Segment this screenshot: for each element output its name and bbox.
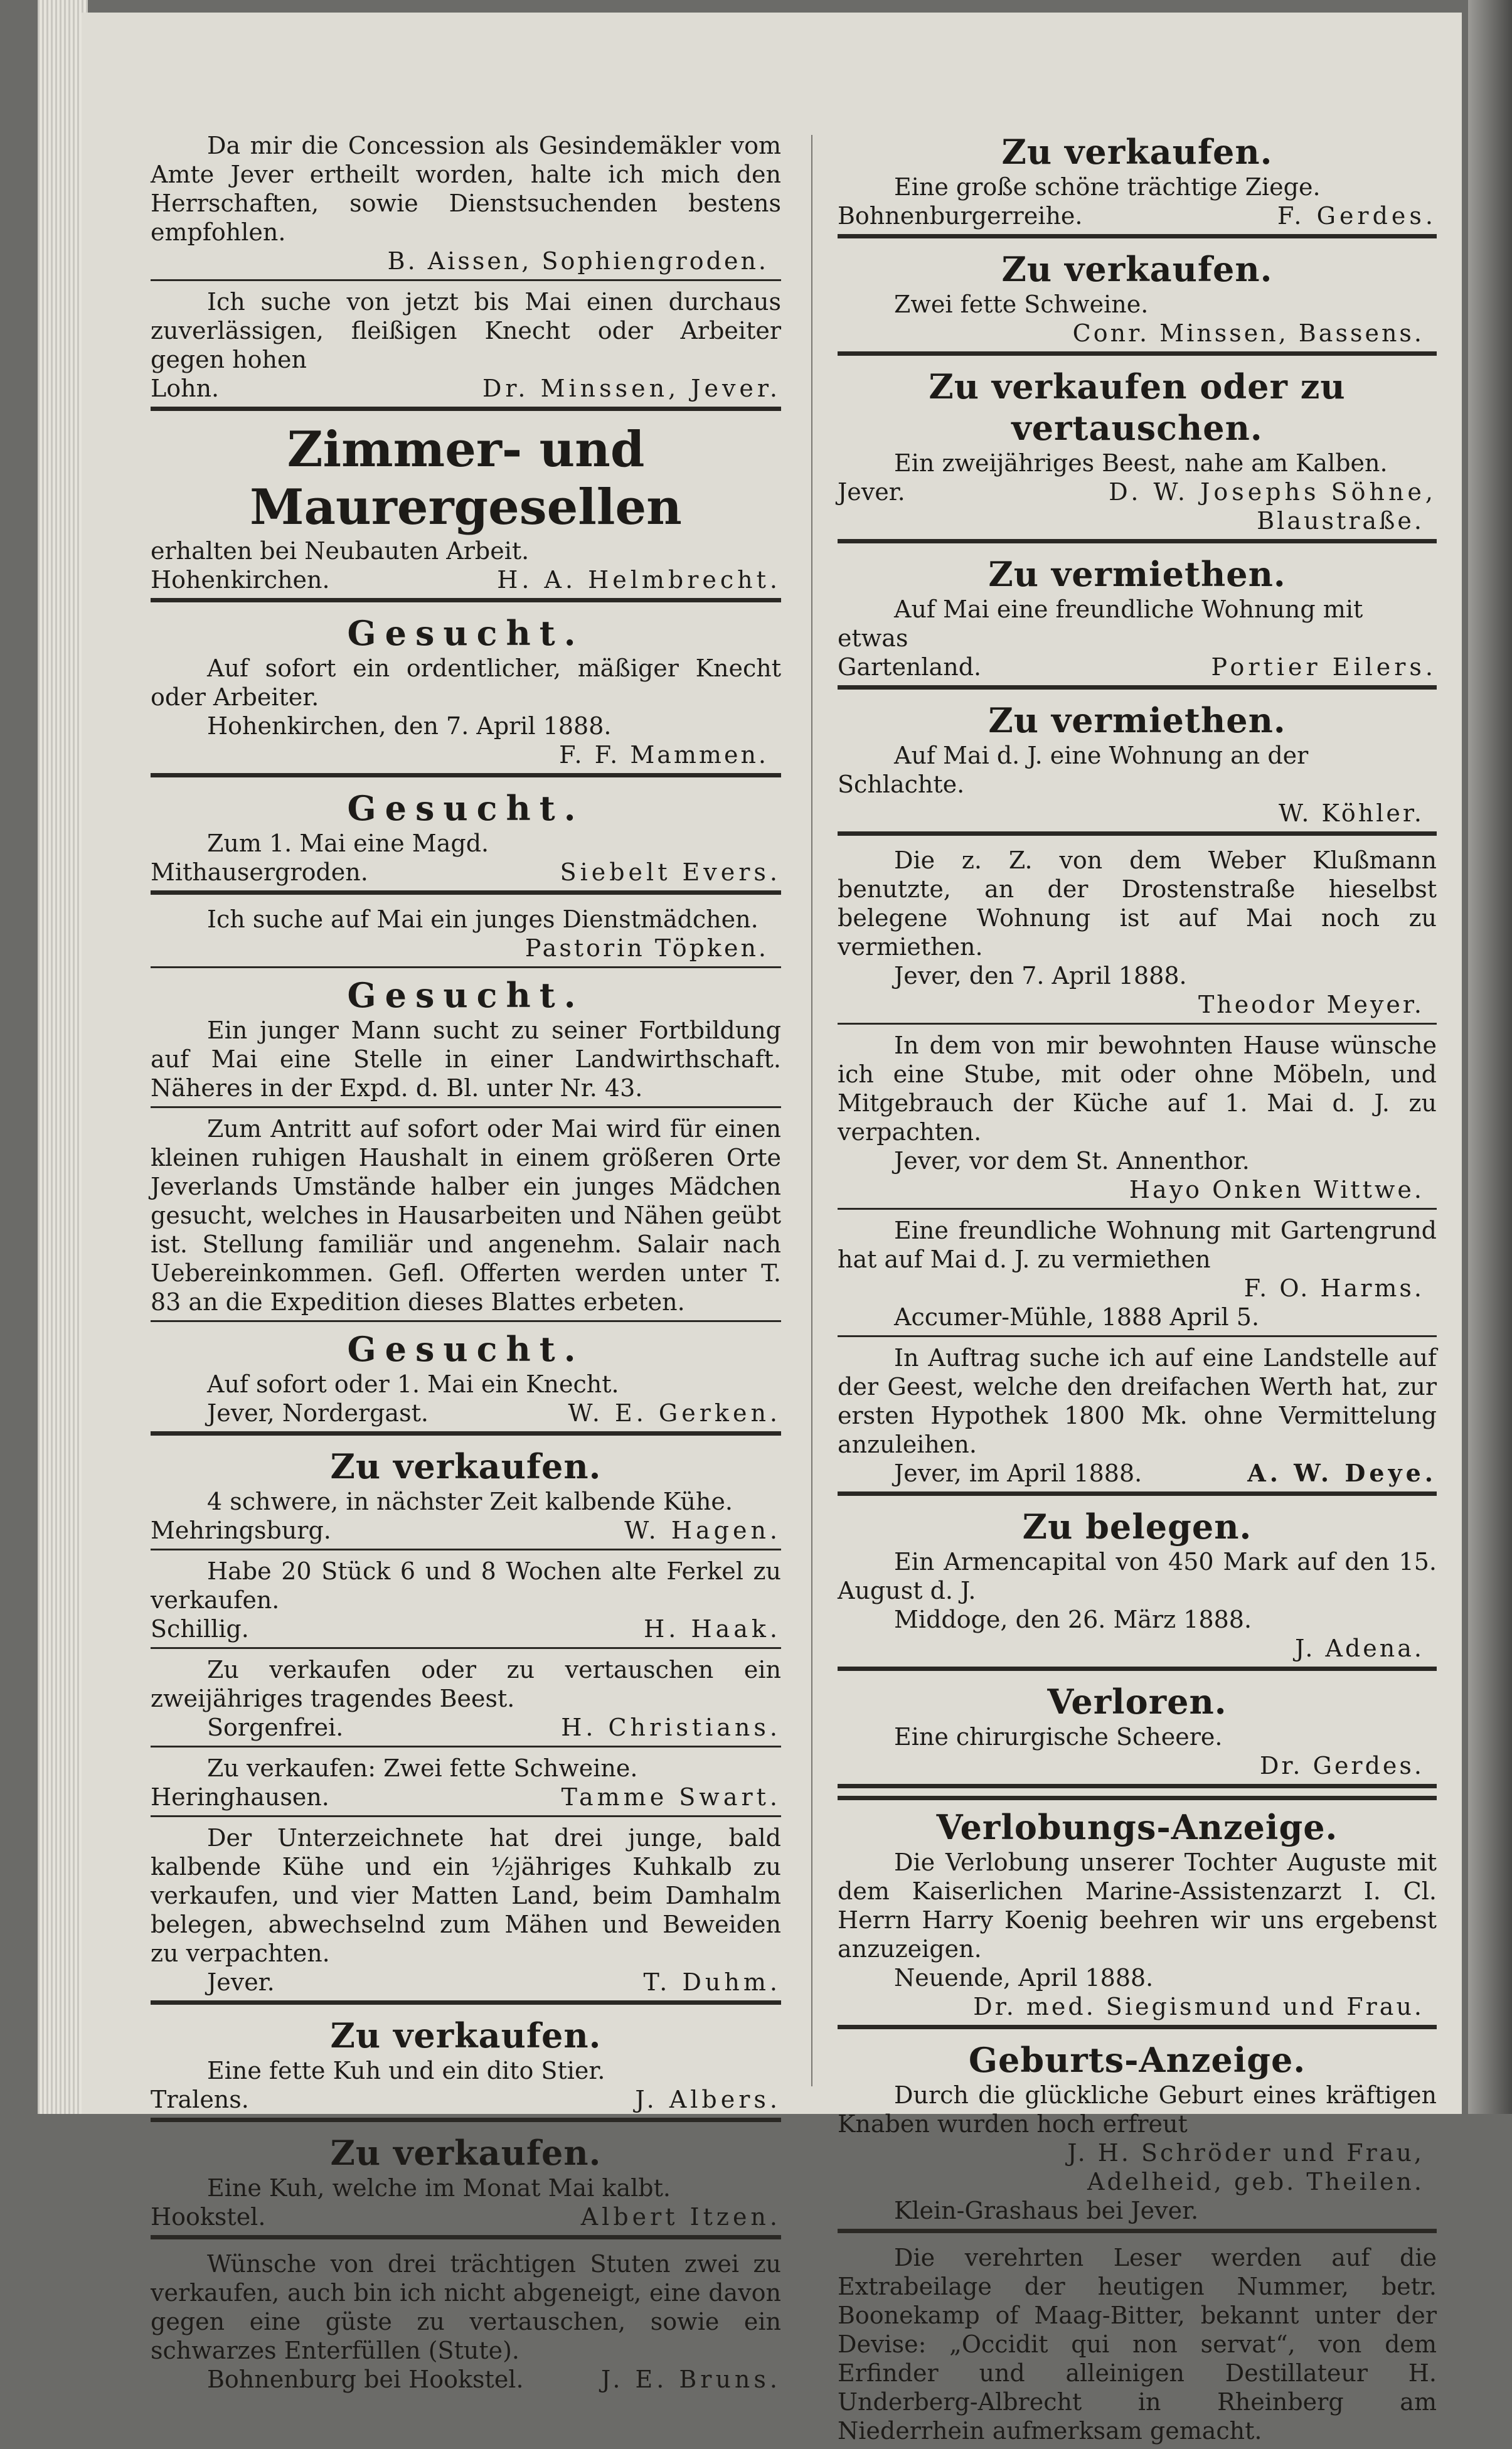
ad-signature: H. Haak. — [644, 1615, 781, 1643]
ad-signature: W. Hagen. — [624, 1517, 781, 1544]
ad-heading: Verlobungs-Anzeige. — [936, 1807, 1338, 1847]
ad-text: Eine freundliche Wohnung mit Gartengrund hat auf Mai d. J. zu vermiethen — [838, 1217, 1437, 1273]
ad-signature: Theodor Meyer. — [1198, 991, 1424, 1018]
ad-schweine-swart — [151, 1751, 781, 1817]
ad-place: Jever, Nordergast. — [207, 1399, 429, 1427]
ad-signature: F. O. Harms. — [1243, 1274, 1424, 1302]
ad-heading: Zu verkaufen. — [1001, 249, 1273, 289]
ad-signature: A. W. Deye. — [1247, 1459, 1437, 1487]
ad-place: Schillig. — [151, 1615, 249, 1643]
ad-text: Ein Armencapital von 450 Mark auf den 15. August d. J. — [838, 1548, 1437, 1604]
ad-wohnung-koehler — [838, 697, 1437, 836]
ad-text: Auf Mai d. J. eine Wohnung an der Schlachte. — [838, 742, 1309, 798]
ad-haushalt — [151, 1112, 781, 1322]
ad-place: Jever. — [207, 1968, 275, 1996]
ad-text: erhalten bei Neubauten Arbeit. — [151, 537, 530, 565]
ad-place: Sorgenfrei. — [207, 1714, 344, 1741]
ad-signature: Dr. Minssen, Jever. — [482, 375, 781, 402]
ad-heading: Verloren. — [1047, 1682, 1227, 1722]
page-edge — [38, 0, 88, 2114]
ad-text: Eine fette Kuh und ein dito Stier. — [207, 2057, 605, 2084]
ad-text: In Auftrag suche ich auf eine Landstelle auf der Geest, welche den dreifachen Werth hat, zur ersten Hypothek 1800 Mk. ohne Vermittelung anzuleihen. — [838, 1344, 1437, 1458]
ad-text: Eine Kuh, welche im Monat Mai kalbt. — [207, 2174, 671, 2202]
ad-signature: F. Gerdes. — [1277, 202, 1437, 230]
ad-heading: Geburts-Anzeige. — [968, 2040, 1306, 2080]
right-column — [838, 129, 1437, 2449]
ad-signature: Portier Eilers. — [1211, 653, 1437, 681]
ad-heading: Zu vermiethen. — [988, 700, 1286, 740]
ad-signature: H. A. Helmbrecht. — [497, 566, 781, 594]
ad-duhm — [151, 1821, 781, 2005]
ad-signature: J. Albers. — [635, 2086, 781, 2113]
ad-heading: Zu verkaufen oder zu vertauschen. — [929, 366, 1346, 448]
ad-underberg-notice — [838, 2241, 1437, 2449]
ad-signature: Siebelt Evers. — [560, 858, 781, 886]
ad-heading: Zu verkaufen. — [330, 1446, 602, 1486]
ad-text: Der Unterzeichnete hat drei junge, bald kalbende Kühe und ein ½jähriges Kuhkalb zu verkaufen, und vier Matten Land, beim Damhalm belegen, abwechselnd zum Mähen und Beweiden zu verpachten. — [151, 1824, 781, 1967]
ad-heading: Gesucht. — [347, 788, 585, 828]
ad-signature: J. E. Bruns. — [601, 2366, 781, 2393]
ad-gesucht-evers — [151, 785, 781, 895]
ad-signature: Hayo Onken Wittwe. — [1129, 1176, 1424, 1203]
ad-text: Eine chirurgische Scheere. — [894, 1723, 1223, 1751]
ad-date: Neuende, April 1888. — [894, 1964, 1154, 1992]
ad-text: Zu verkaufen oder zu vertauschen ein zweijähriges tragendes Beest. — [151, 1656, 781, 1712]
ad-ferkel — [151, 1554, 781, 1649]
ad-signature: T. Duhm. — [643, 1968, 781, 1996]
ad-place: Mithausergroden. — [151, 858, 368, 886]
ad-dienstmaedchen — [151, 902, 781, 968]
ad-place: Mehringsburg. — [151, 1517, 331, 1544]
ad-verloren — [838, 1678, 1437, 1788]
ad-text-end: Lohn. — [151, 375, 220, 402]
ad-text: Ich suche von jetzt bis Mai einen durchaus zuverlässigen, fleißigen Knecht oder Arbeiter gegen hohen — [151, 288, 781, 373]
ad-place: Tralens. — [151, 2086, 249, 2113]
ad-text: Auf Mai eine freundliche Wohnung mit etwas — [838, 595, 1363, 652]
ad-ziege — [838, 129, 1437, 238]
ad-verlobung — [838, 1796, 1437, 2029]
left-column — [151, 129, 781, 2398]
ad-text: Durch die glückliche Geburt eines kräftigen Knaben wurden hoch erfreut — [838, 2081, 1437, 2138]
ad-heading: Gesucht. — [347, 1329, 585, 1369]
ad-text-end: Gartenland. — [838, 653, 982, 681]
ad-stube-onken — [838, 1028, 1437, 1210]
ad-signature: B. Aissen, Sophiengroden. — [387, 247, 769, 275]
ad-text: Ich suche auf Mai ein junges Dienstmädchen. — [207, 905, 759, 933]
facing-page-edge — [1468, 0, 1512, 2114]
ad-signature: Pastorin Töpken. — [524, 934, 769, 962]
ad-text: 4 schwere, in nächster Zeit kalbende Kühe. — [207, 1488, 733, 1515]
ad-heading: Zu vermiethen. — [988, 554, 1286, 594]
ad-signature: W. Köhler. — [1278, 799, 1424, 827]
ad-signature-2: Adelheid, geb. Theilen. — [1087, 2168, 1424, 2196]
ad-text: Habe 20 Stück 6 und 8 Wochen alte Ferkel zu verkaufen. — [151, 1557, 781, 1614]
ad-place: Hookstel. — [151, 2203, 266, 2231]
ad-heading: Zu belegen. — [1022, 1507, 1252, 1547]
ad-heading: Gesucht. — [347, 975, 585, 1015]
ad-maurergesellen — [151, 419, 781, 602]
ad-gesucht-gerken — [151, 1326, 781, 1436]
ad-heading: Gesucht. — [347, 613, 585, 653]
ad-date: Jever, den 7. April 1888. — [894, 962, 1187, 990]
ad-signature: J. Adena. — [1295, 1635, 1424, 1662]
ad-signature: H. Christians. — [561, 1714, 781, 1741]
ad-signature: Albert Itzen. — [580, 2203, 781, 2231]
ad-knecht-minssen — [151, 285, 781, 411]
ad-signature: Dr. Gerdes. — [1259, 1752, 1424, 1779]
ad-address: Blaustraße. — [1257, 507, 1424, 535]
ad-gesindemaekler — [151, 129, 781, 281]
ad-text: Zwei fette Schweine. — [894, 291, 1149, 318]
ad-signature: D. W. Josephs Söhne, — [1109, 478, 1437, 506]
ad-text: Die z. Z. von dem Weber Klußmann benutzte, an der Drostenstraße hieselbst belegene Wohnung ist auf Mai noch zu vermiethen. — [838, 846, 1437, 961]
ad-heading: Zu verkaufen. — [330, 2015, 602, 2056]
ad-hypothek-deye — [838, 1341, 1437, 1496]
ad-signature: Tamme Swart. — [561, 1783, 781, 1811]
ad-date: Jever, vor dem St. Annenthor. — [894, 1147, 1250, 1175]
ad-belegen-adena — [838, 1503, 1437, 1671]
ad-text: Die verehrten Leser werden auf die Extrabeilage der heutigen Nummer, betr. Boonekamp of Maag-Bitter, bekannt unter der Devise: „Occidit qui non servat“, von dem Erfinder und alleinigen Destillateur H. Underberg-Albrecht in Rheinberg am Niederrhein aufmerksam gemacht. — [838, 2244, 1437, 2445]
ad-text: Wünsche von drei trächtigen Stuten zwei zu verkaufen, auch bin ich nicht abgeneigt, eine davon gegen eine güste zu vertauschen, sowie ein schwarzes Enterfüllen (Stute). — [151, 2250, 781, 2364]
ad-place: Bohnenburg bei Hookstel. — [207, 2366, 524, 2393]
ad-beest-josephs — [838, 363, 1437, 543]
ad-place: Hohenkirchen. — [151, 566, 330, 594]
ad-wohnung-harms — [838, 1214, 1437, 1337]
ad-stuten-bruns — [151, 2247, 781, 2398]
ad-schweine-minssen — [838, 246, 1437, 356]
ad-date: Middoge, den 26. März 1888. — [894, 1606, 1252, 1633]
ad-gesucht-fortbildung — [151, 972, 781, 1108]
ad-text: Eine große schöne trächtige Ziege. — [894, 173, 1321, 201]
ad-beest-christians — [151, 1653, 781, 1747]
ad-date: Accumer-Mühle, 1888 April 5. — [894, 1303, 1260, 1331]
ad-text: Auf sofort oder 1. Mai ein Knecht. — [207, 1370, 619, 1398]
ad-text: Zum 1. Mai eine Magd. — [207, 830, 489, 857]
ad-heading: Zu verkaufen. — [330, 2133, 602, 2173]
ad-text: Auf sofort ein ordentlicher, mäßiger Knecht oder Arbeiter. — [151, 654, 781, 711]
ad-gesucht-mammen — [151, 610, 781, 777]
ad-place: Klein-Grashaus bei Jever. — [894, 2197, 1199, 2224]
ad-verkaufen-itzen — [151, 2130, 781, 2239]
ad-heading: Zu verkaufen. — [1001, 132, 1273, 172]
ad-text: In dem von mir bewohnten Hause wünsche ich eine Stube, mit oder ohne Möbeln, und Mitgebrauch der Küche auf 1. Mai d. J. zu verpachten. — [838, 1032, 1437, 1146]
ad-signature: Dr. med. Siegismund und Frau. — [973, 1993, 1424, 2020]
ad-text: Ein zweijähriges Beest, nahe am Kalben. — [894, 449, 1388, 477]
ad-signature: Conr. Minssen, Bassens. — [1072, 319, 1424, 347]
ad-text: Ein junger Mann sucht zu seiner Fortbildung auf Mai eine Stelle in einer Landwirthschaft. Näheres in der Expd. d. Bl. unter Nr. 43. — [151, 1016, 781, 1102]
ad-signature: F. F. Mammen. — [559, 741, 769, 769]
ad-place: Bohnenburgerreihe. — [838, 202, 1083, 230]
ad-signature: W. E. Gerken. — [568, 1399, 781, 1427]
ad-place: Jever. — [838, 478, 905, 506]
ad-text: Da mir die Concession als Gesindemäkler vom Amte Jever ertheilt worden, halte ich mich den Herrschaften, sowie Dienstsuchenden bestens empfohlen. — [151, 132, 781, 246]
ad-wohnung-meyer — [838, 843, 1437, 1025]
ad-date: Hohenkirchen, den 7. April 1888. — [207, 712, 612, 740]
column-divider — [811, 135, 812, 2086]
ad-text: Zum Antritt auf sofort oder Mai wird für einen kleinen ruhigen Haushalt in einem größeren Orte Jeverlands Umstände halber ein junges Mädchen gesucht, welches in Hausarbeiten und Nähen geübt ist. Stellung familiär und angenehm. Salair nach Uebereinkommen. Gefl. Offerten werden unter T. 83 an die Expedition dieses Blattes erbeten. — [151, 1115, 781, 1316]
ad-verkaufen-hagen — [151, 1443, 781, 1550]
ad-verkaufen-albers — [151, 2012, 781, 2122]
ad-text: Zu verkaufen: Zwei fette Schweine. — [207, 1754, 638, 1782]
ad-heading: Zimmer- und Maurergesellen — [250, 421, 682, 536]
ad-date: Jever, im April 1888. — [894, 1459, 1142, 1487]
ad-text: Die Verlobung unserer Tochter Auguste mit dem Kaiserlichen Marine-Assistenzarzt I. Cl. Herrn Harry Koenig beehren wir uns ergebenst anzuzeigen. — [838, 1849, 1437, 1963]
ad-geburt — [838, 2037, 1437, 2233]
ad-signature: J. H. Schröder und Frau, — [1067, 2139, 1424, 2167]
ad-place: Heringhausen. — [151, 1783, 329, 1811]
ad-wohnung-eilers — [838, 551, 1437, 690]
